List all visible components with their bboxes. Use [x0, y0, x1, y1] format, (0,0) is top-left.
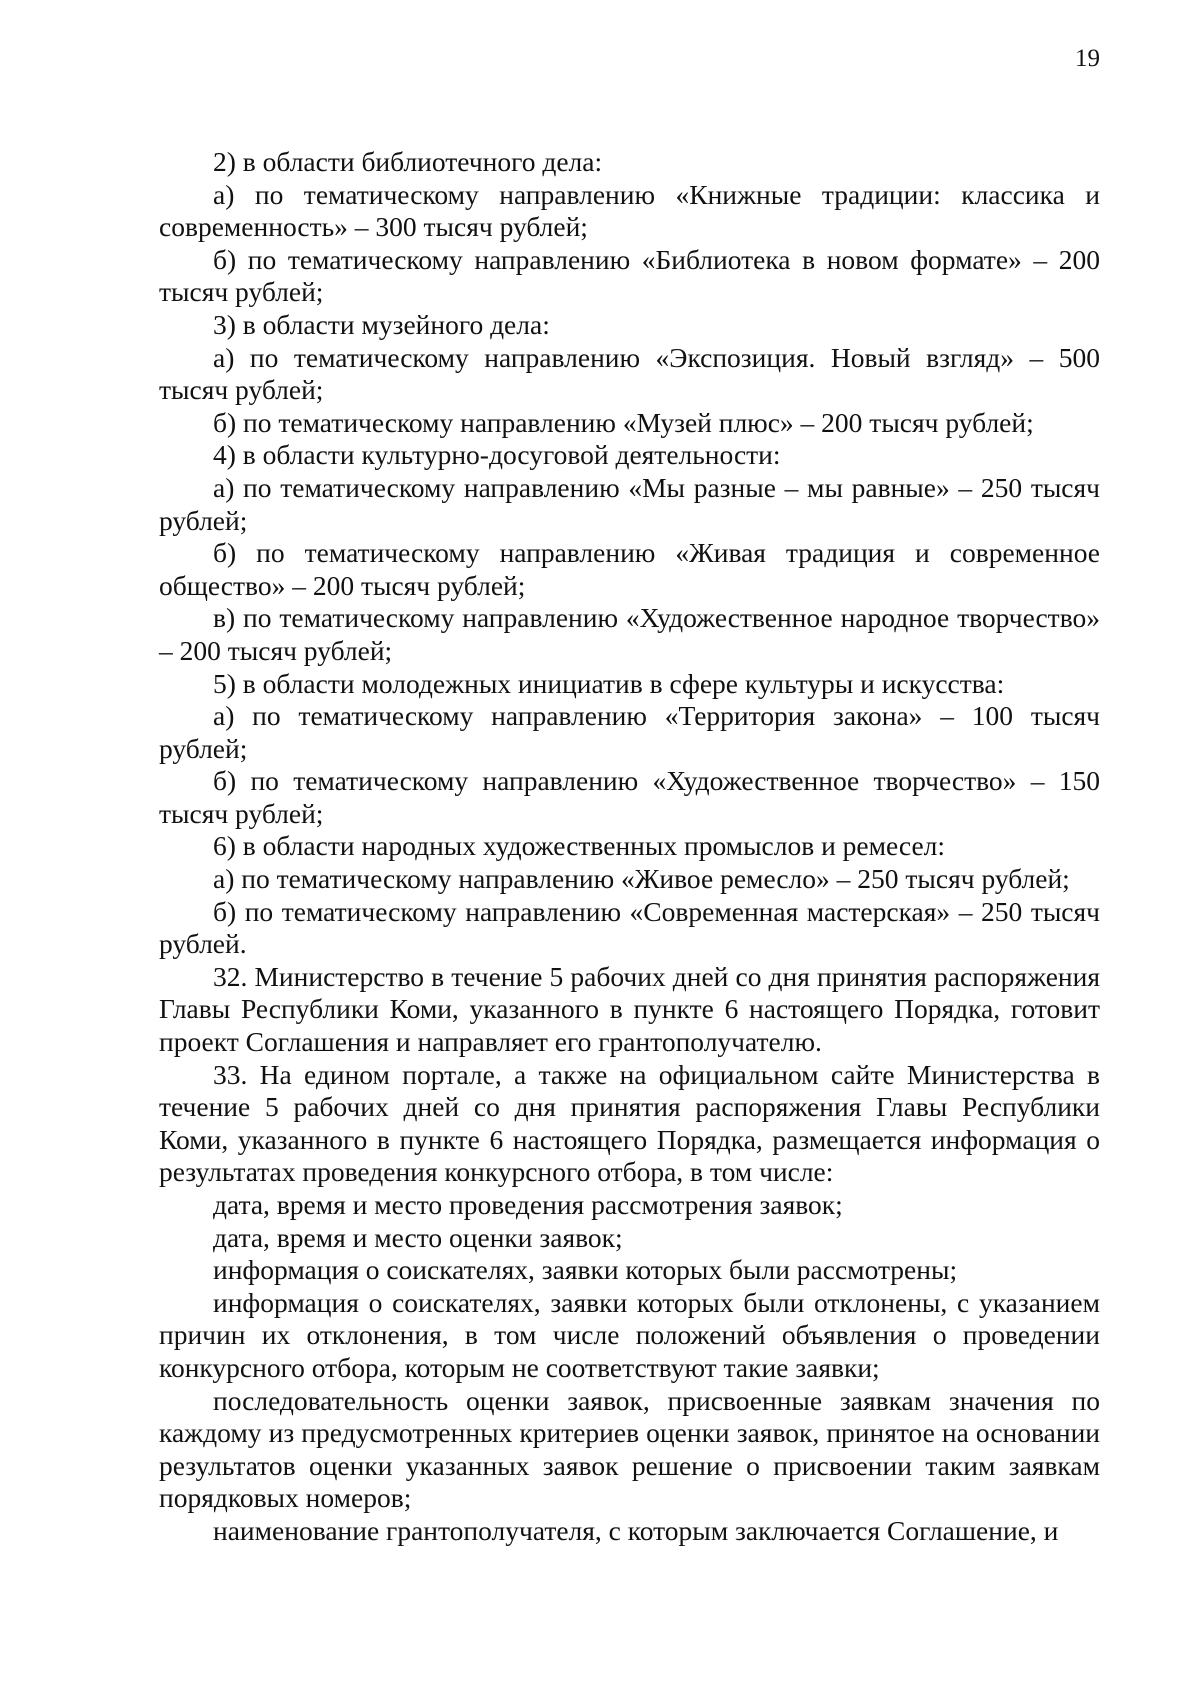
paragraph: а) по тематическому направлению «Территория закона» – 100 тысяч рублей; [159, 700, 1100, 764]
paragraph: б) по тематическому направлению «Живая традиция и современное общество» – 200 тысяч рублей; [159, 537, 1100, 601]
paragraph: информация о соискателях, заявки которых были отклонены, с указанием причин их отклонения, в том числе положений объявления о проведении конкурсного отбора, которым не соответствуют такие заявки; [159, 1286, 1100, 1383]
page-number: 19 [1075, 45, 1100, 72]
paragraph: 33. На едином портале, а также на официальном сайте Министерства в течение 5 рабочих дней со дня принятия распоряжения Главы Республики Коми, указанного в пункте 6 настоящего Порядка, размещается информация о результатах проведения конкурсного отбора, в том числе: [159, 1058, 1100, 1188]
paragraph: а) по тематическому направлению «Живое ремесло» – 250 тысяч рублей; [213, 863, 1070, 895]
paragraph: б) по тематическому направлению «Художественное творчество» – 150 тысяч рублей; [159, 765, 1100, 829]
paragraph: 2) в области библиотечного дела: [213, 146, 603, 177]
paragraph: а) по тематическому направлению «Мы разные – мы равные» – 250 тысяч рублей; [159, 471, 1100, 536]
paragraph: а) по тематическому направлению «Экспозиция. Новый взгляд» – 500 тысяч рублей; [159, 341, 1100, 406]
paragraph: 32. Министерство в течение 5 рабочих дней со дня принятия распоряжения Главы Республики Коми, указанного в пункте 6 настоящего Порядка, готовит проект Соглашения и направляет его грантополучателю. [159, 960, 1100, 1058]
paragraph: б) по тематическому направлению «Музей плюс» – 200 тысяч рублей; [213, 406, 1034, 438]
paragraph: 3) в области музейного дела: [213, 308, 550, 340]
paragraph: 5) в области молодежных инициатив в сфере культуры и искусства: [213, 667, 1005, 699]
paragraph: 4) в области культурно-досуговой деятельности: [213, 439, 781, 471]
document-body [159, 146, 1100, 1548]
paragraph: последовательность оценки заявок, присвоенные заявкам значения по каждому из предусмотренных критериев оценки заявок, принятое на основании результатов оценки указанных заявок решение о присвоении таким заявкам порядковых номеров; [159, 1384, 1100, 1514]
paragraph: 6) в области народных художественных промыслов и ремесел: [213, 830, 946, 862]
paragraph: в) по тематическому направлению «Художественное народное творчество» – 200 тысяч рублей; [159, 602, 1100, 666]
paragraph: б) по тематическому направлению «Современная мастерская» – 250 тысяч рублей. [159, 895, 1100, 960]
paragraph: дата, время и место проведения рассмотрения заявок; [213, 1189, 843, 1220]
paragraph: дата, время и место оценки заявок; [213, 1221, 623, 1253]
paragraph: б) по тематическому направлению «Библиотека в новом формате» – 200 тысяч рублей; [159, 243, 1100, 308]
paragraph: информация о соискателях, заявки которых были рассмотрены; [213, 1254, 958, 1286]
paragraph: а) по тематическому направлению «Книжные традиции: классика и современность» – 300 тысяч рублей; [159, 178, 1100, 243]
paragraph: наименование грантополучателя, с которым заключается Соглашение, и [213, 1514, 1059, 1546]
